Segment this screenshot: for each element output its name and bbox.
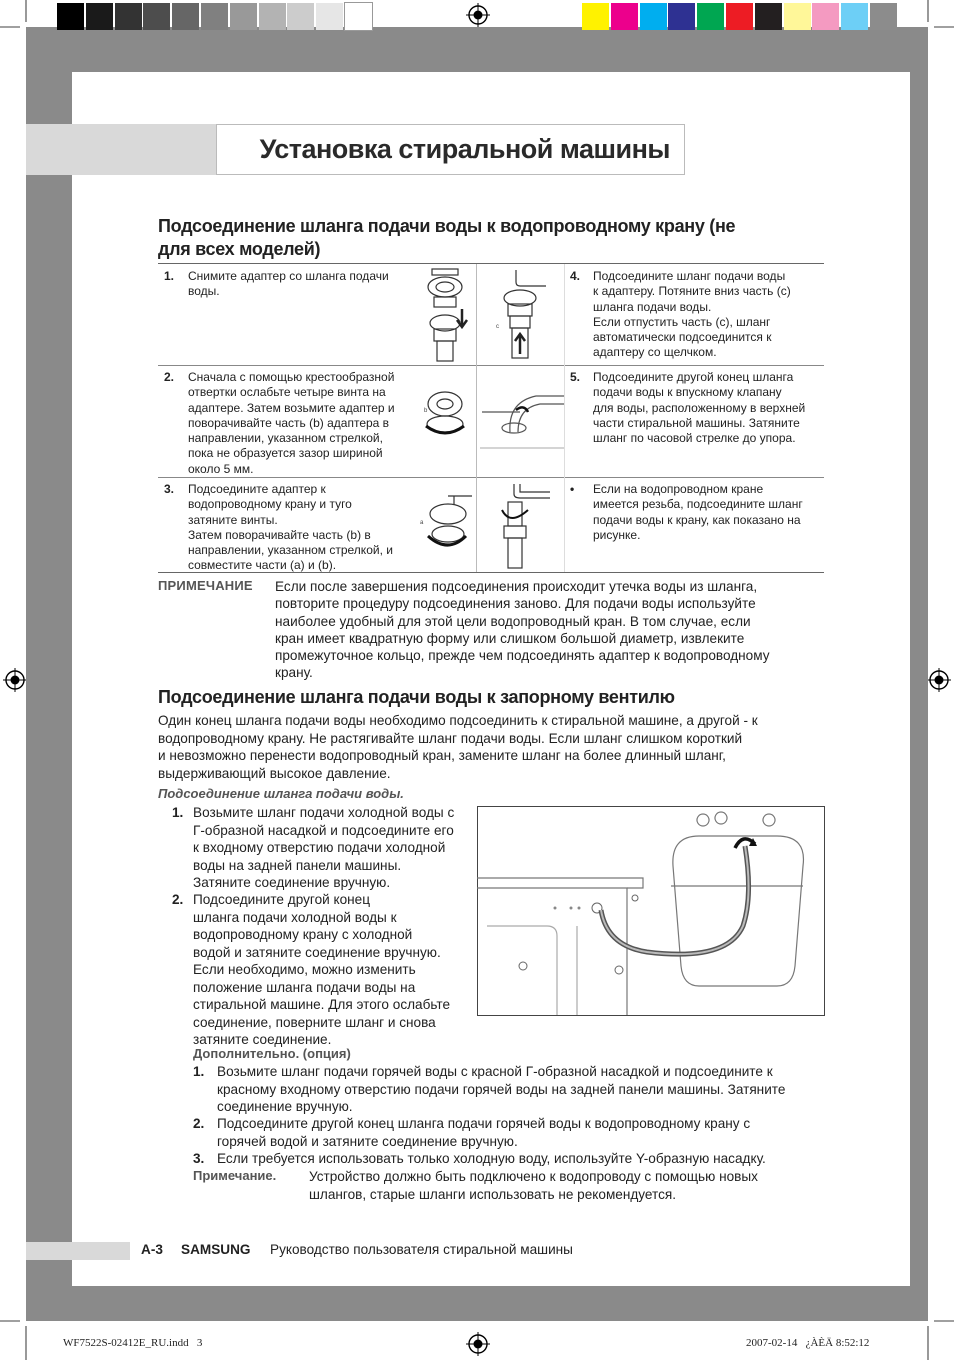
step-text: Возьмите шланг подачи холодной воды с Г-образной насадкой и подсоедините его к входному отверстию подачи холодной воды на задней панели машины. Затяните соединение вручную. xyxy=(193,805,455,890)
brand: SAMSUNG xyxy=(181,1242,251,1257)
gray-swatch xyxy=(143,3,170,30)
color-swatch xyxy=(668,3,695,30)
gray-swatch xyxy=(201,3,228,30)
note-label: ПРИМЕЧАНИЕ xyxy=(158,578,253,593)
step-number: 1. xyxy=(193,1064,205,1079)
section2-heading: Подсоединение шланга подачи воды к запорному вентилю xyxy=(158,687,675,707)
step-text: Подсоедините шланг подачи воды к адаптеру. Потяните вниз часть (c) шланга подачи воды. Если отпустить часть (c), шланг автоматически подсоединится к адаптеру со щелчком. xyxy=(593,269,791,360)
gray-swatch xyxy=(230,3,257,30)
gray-swatch xyxy=(345,3,372,30)
section2-subheading: Подсоединение шланга подачи воды. xyxy=(158,786,404,801)
footer-text: Руководство пользователя стиральной машины xyxy=(270,1242,573,1257)
page-number: A-3 xyxy=(141,1242,163,1257)
color-swatch xyxy=(812,3,839,30)
table-divider xyxy=(476,264,477,572)
gray-swatch xyxy=(259,3,286,30)
svg-text:c: c xyxy=(496,324,499,330)
gray-swatch xyxy=(86,3,113,30)
optional-label: Дополнительно. (опция) xyxy=(193,1046,351,1061)
svg-text:a: a xyxy=(420,520,424,526)
valve-connection-illustration xyxy=(480,382,564,452)
step-number: 3. xyxy=(164,482,175,496)
footer-bar xyxy=(26,1242,130,1260)
gray-swatch xyxy=(172,3,199,30)
note-label: Примечание. xyxy=(193,1168,277,1183)
table-rule xyxy=(158,365,824,366)
color-swatch xyxy=(611,3,638,30)
table-rule xyxy=(158,477,824,478)
step-number: 2. xyxy=(164,370,175,384)
note-text: Если после завершения подсоединения происходит утечка воды из шланга, повторите процедуру подсоединения заново. Для подачи воды используйте наиболее удобный для этой цели водопроводный кран. В том случае, если кран имеет квадратную форму или слишком большой диаметр, извлеките промежуточное кольцо, прежде чем подсоединять адаптер к водопроводному крану. xyxy=(275,579,770,681)
step-number: 4. xyxy=(570,269,581,283)
section1-heading xyxy=(158,215,838,261)
hose-connection-illustration xyxy=(490,268,552,360)
gray-swatch xyxy=(287,3,314,30)
step-number: 1. xyxy=(164,269,175,283)
page-frame-right xyxy=(910,27,928,1287)
step-text: Подсоедините адаптер к водопроводному крану и туго затяните винты. Затем поворачивайте часть (b) в направлении, указанном стрелкой, и совместите части (a) и (b). xyxy=(188,482,393,573)
color-swatch xyxy=(640,3,667,30)
svg-text:b: b xyxy=(424,408,428,414)
table-divider xyxy=(564,264,565,572)
page-title: Установка стиральной машины xyxy=(259,134,670,164)
section1-heading-line2: для всех моделей) xyxy=(158,239,321,259)
step-text: Если требуется использовать только холодную воду, используйте Y-образную насадку. xyxy=(217,1151,766,1166)
title-band xyxy=(26,124,216,175)
slug-date: 2007-02-14 ¿ÀÈÄ 8:52:12 xyxy=(746,1337,870,1349)
step-text: Подсоедините другой конец шланга подачи горячей воды к водопроводному крану с горячей водой и затяните соединение вручную. xyxy=(217,1116,751,1149)
step-text: Возьмите шланг подачи горячей воды с красной Г-образной насадкой и подсоедините к красному входному отверстию подачи горячей воды на задней панели машины. Затяните соединение вручную. xyxy=(217,1064,786,1114)
page-frame-left xyxy=(26,27,72,1287)
color-swatch xyxy=(726,3,753,30)
title-box xyxy=(216,124,685,175)
step-text: Сначала с помощью крестообразной отвертки ослабьте четыре винта на адаптере. Затем возьмите адаптер и поворачивайте часть (b) адаптера в направлении, указанном стрелкой, пока не образуется зазор шириной около 5 мм. xyxy=(188,370,395,476)
gray-swatch xyxy=(57,3,84,30)
step-number: 2. xyxy=(172,892,184,907)
bullet: • xyxy=(570,482,575,496)
threaded-tap-illustration xyxy=(494,480,554,570)
color-swatch xyxy=(755,3,782,30)
adapter-loosening-illustration xyxy=(418,382,474,440)
note-text: Устройство должно быть подключено к водопроводу с помощью новых шлангов, старые шланги использовать не рекомендуется. xyxy=(309,1169,758,1202)
gray-swatch xyxy=(115,3,142,30)
color-swatch xyxy=(870,3,897,30)
adapter-attach-illustration xyxy=(418,494,474,556)
step-text: Снимите адаптер со шланга подачи воды. xyxy=(188,269,389,299)
table-rule-top xyxy=(158,263,824,264)
gray-swatch xyxy=(316,3,343,30)
color-swatch xyxy=(697,3,724,30)
step-number: 5. xyxy=(570,370,581,384)
step-text: Подсоедините другой конец шланга подачи воды к впускному клапану для воды, расположенному в верхней части стиральной машины. Затяните шланг по часовой стрелке до упора. xyxy=(593,370,806,446)
step-text: Подсоедините другой конец шланга подачи холодной воды к водопроводному крану с холодной водой и затяните соединение вручную. Если необходимо, можно изменить положение шланга подачи воды на стиральной машине. Для этого ослабьте соединение, поверните шланг и снова затяните соединение. xyxy=(193,892,451,1047)
color-swatch xyxy=(841,3,868,30)
page-frame-bottom xyxy=(26,1286,928,1321)
step-number: 1. xyxy=(172,805,184,820)
color-swatch xyxy=(784,3,811,30)
adapter-removal-illustration xyxy=(418,265,474,363)
step-text: Если на водопроводном кране имеется резьба, подсоедините шланг подачи воды к крану, как показано на рисунке. xyxy=(593,482,803,542)
step-number: 2. xyxy=(193,1116,205,1131)
section1-heading-line1: Подсоединение шланга подачи воды к водопроводному крану (не xyxy=(158,216,736,236)
slug-file: WF7522S-02412E_RU.indd 3 xyxy=(63,1337,203,1349)
washer-hose-illustration xyxy=(477,806,825,1016)
color-swatch xyxy=(582,3,609,30)
section2-intro: Один конец шланга подачи воды необходимо подсоединить к стиральной машине, а другой - к водопроводному крану. Не растягивайте шланг подачи воды. Если шланг слишком короткий и невозможно перенести водопроводный кран, замените шланг на более длинный шланг, выдерживающий высокое давление. xyxy=(158,713,758,781)
step-number: 3. xyxy=(193,1151,205,1166)
page-frame-top xyxy=(26,27,928,72)
